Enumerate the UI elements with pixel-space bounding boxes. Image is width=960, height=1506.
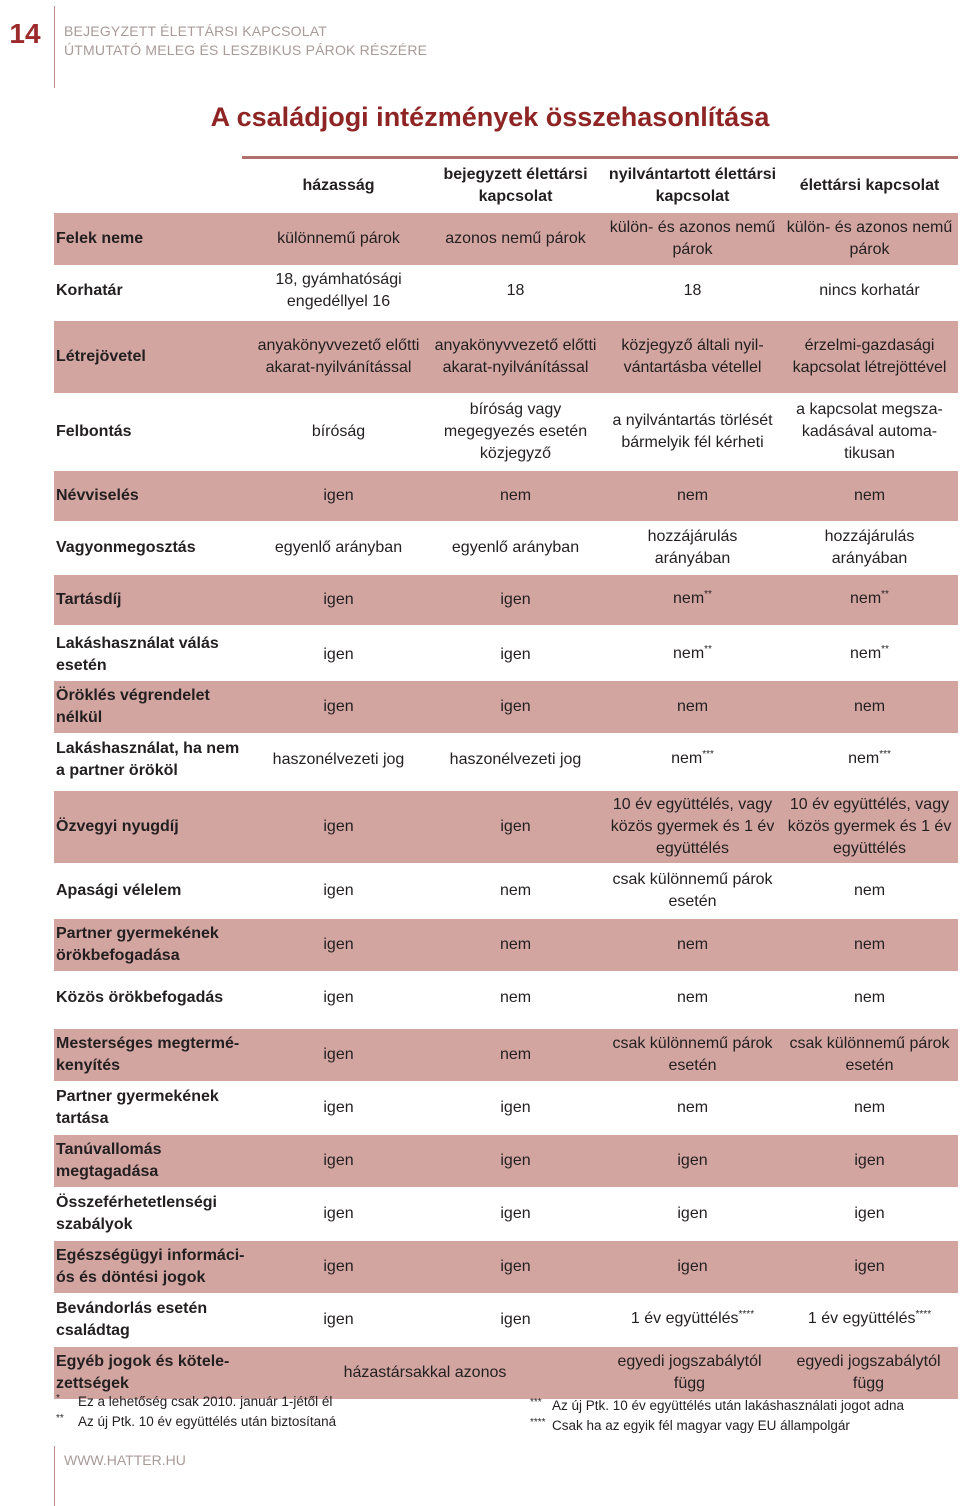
table-cell: igen [323,1099,354,1116]
table-cell [781,748,958,772]
table-cell: 18, gyámhatósági engedéllyel 16 [275,271,402,310]
table-cell: igen [677,1152,708,1169]
table-cell: egyedi jogszabálytól függ [796,1353,941,1392]
table-cell: igen [323,591,354,608]
table-cell: igen [500,646,531,663]
footnote-marker: ** [704,644,712,655]
table-cell: anyakönyvvezető előtti akarat-nyilvánítással [434,337,597,376]
cell-text: 1 év együttélés [807,1310,916,1327]
footnote-marker: ** [704,589,712,600]
row-label: Özvegyi nyugdíj [56,818,179,835]
row-label: Partner gyermekének örökbefogadása [56,925,219,964]
table-cell: igen [323,1205,354,1222]
table-cell: a nyilvántartás törlését bármelyik fél kérheti [612,412,773,451]
table-cell: igen [500,1152,531,1169]
footnote-text: Csak ha az egyik fél magyar vagy EU állampolgár [552,1418,850,1433]
footnote-marker: ** [881,644,889,655]
footnote [530,1416,904,1436]
row-label: Tanúvallomás megtagadása [56,1141,162,1180]
table-row [54,1293,958,1347]
table-cell: nem [499,1046,532,1063]
row-label: Felbontás [56,423,132,440]
footnote-marker: *** [879,749,891,760]
table-row [54,321,958,393]
row-label: Mesterséges megtermé-kenyítés [56,1035,240,1074]
table-cell: 10 év együttélés, vagy közös gyermek és 1 év együttélés [610,796,775,857]
comparison-table [54,156,958,1399]
table-cell: csak különnemű párok esetén [789,1035,950,1074]
table-row [54,733,958,787]
row-label: Felek neme [56,230,144,247]
table-row [54,1187,958,1241]
row-label: Névviselés [56,487,139,504]
table-cell: igen [323,882,354,899]
table-cell: anyakönyvvezető előtti akarat-nyilvánítással [257,337,420,376]
table-cell: nem [853,989,886,1006]
header-line-1: BEJEGYZETT ÉLETTÁRSI KAPCSOLAT [64,23,327,39]
table-cell: házastársakkal azonos [343,1364,507,1381]
row-label: Egészségügyi informáci-ós és döntési jogok [56,1247,245,1286]
table-cell: nem [853,1099,886,1116]
table-cell [781,588,958,612]
footnote-mark: ** [56,1413,64,1424]
cell-text: nem [848,750,880,767]
row-label: Bevándorlás esetén családtag [56,1300,208,1339]
table-cell [781,643,958,667]
table-cell: igen [323,1046,354,1063]
row-label: Tartásdíj [56,591,122,608]
footnote [56,1412,336,1432]
table-cell: külön- és azonos nemű párok [786,219,953,258]
table-cell: bíróság [311,423,366,440]
footer-url: WWW.HATTER.HU [64,1452,186,1468]
footnote-text: Az új Ptk. 10 év együttélés után biztosítaná [78,1414,337,1429]
table-cell: nem [499,487,532,504]
table-cell: igen [323,487,354,504]
table-cell: igen [323,936,354,953]
table-cell: nem [853,882,886,899]
table-row [54,1029,958,1081]
row-label: Öröklés végrendelet nélkül [56,687,210,726]
table-cell: igen [677,1205,708,1222]
row-label: Létrejövetel [56,348,146,365]
table-row [54,1081,958,1135]
table-cell [604,588,781,612]
table-cell: igen [500,1205,531,1222]
table-cell: igen [323,818,354,835]
table-cell: igen [500,1099,531,1116]
table-row [54,265,958,317]
table-cell: igen [323,989,354,1006]
header-line-2: ÚTMUTATÓ MELEG ÉS LESZBIKUS PÁROK RÉSZÉRE [64,42,428,58]
table-cell [604,748,781,772]
footnote-mark: **** [530,1417,546,1428]
cell-text: nem [671,750,703,767]
table-row [54,393,958,471]
footnote-mark: * [56,1393,60,1404]
footnote-mark: *** [530,1397,542,1408]
table-row [54,863,958,919]
table-row [54,919,958,971]
footnote-text: Ez a lehetőség csak 2010. január 1-jétől él [78,1394,333,1409]
footer-divider [54,1446,55,1506]
table-cell: azonos nemű párok [445,230,586,247]
table-cell: a kapcsolat megsza-kadásával automa-tikusan [796,401,943,462]
row-label: Lakáshasználat, ha nem a partner örököl [56,740,240,779]
row-label: Lakáshasználat válás esetén [56,635,219,674]
table-cell: nem [676,698,709,715]
table-cell: haszonélvezeti jog [272,751,405,768]
table-cell: nem [499,989,532,1006]
table-cell: külön- és azonos nemű párok [609,219,776,258]
cell-text: 1 év együttélés [630,1310,739,1327]
column-header: élettársi kapcsolat [799,177,940,194]
table-cell: igen [854,1258,885,1275]
table-cell [781,1308,958,1332]
footnote-marker: ** [881,589,889,600]
table-cell: igen [854,1205,885,1222]
row-label: Apasági vélelem [56,882,182,899]
table-cell: nem [499,936,532,953]
column-header: bejegyzett élettársi kapcsolat [443,166,588,205]
table-row [54,213,958,265]
table-cell: haszonélvezeti jog [449,751,582,768]
table-cell: egyenlő arányban [274,539,403,556]
table-cell: 18 [683,282,702,299]
footnotes-right [530,1396,904,1436]
footnote-marker: **** [738,1309,755,1320]
row-label: Vagyonmegosztás [56,539,196,556]
table-row [54,681,958,733]
table-cell: igen [500,818,531,835]
table-cell: igen [323,646,354,663]
table-cell: igen [323,698,354,715]
table-cell: 10 év együttélés, vagy közös gyermek és 1 év együttélés [787,796,952,857]
table-row [54,629,958,681]
table-cell: egyenlő arányban [451,539,580,556]
table-cell: igen [323,1311,354,1328]
table-cell: nem [853,698,886,715]
table-row [54,575,958,625]
column-header: nyilvántartott élettársi kapcsolat [608,166,777,205]
page-title: A családjogi intézmények összehasonlítása [210,102,770,132]
table-row [54,471,958,521]
cell-text: nem [673,645,705,662]
table-cell: hozzájárulás arányában [824,528,915,567]
footnote [56,1392,336,1412]
table-cell: bíróság vagy megegyezés esetén közjegyző [443,401,588,462]
column-header: házasság [302,177,375,194]
table-cell: nem [853,936,886,953]
table-cell: különnemű párok [277,230,400,247]
footnote-text: Az új Ptk. 10 év együttélés után lakáshasználati jogot adna [552,1398,904,1413]
cell-text: nem [850,590,882,607]
table-row [54,1135,958,1187]
cell-text: nem [673,590,705,607]
table-cell: igen [500,1311,531,1328]
table-cell: közjegyző általi nyil-vántartásba vétellel [621,337,764,376]
table-cell [604,1308,781,1332]
table-cell: nem [676,487,709,504]
table-row [54,971,958,1025]
table-header-row [54,159,958,213]
row-label: Egyéb jogok és kötele-zettségek [56,1353,230,1392]
table-cell: nem [676,936,709,953]
table-cell: csak különnemű párok esetén [612,871,773,910]
running-header [64,22,427,60]
table-cell: igen [323,1152,354,1169]
table-cell: érzelmi-gazdasági kapcsolat létrejöttével [792,337,947,376]
footnote-marker: *** [702,749,714,760]
table-cell: nincs korhatár [819,282,920,299]
header-divider [54,6,55,88]
row-label: Korhatár [56,282,123,299]
table-row [54,791,958,863]
cell-text: nem [850,645,882,662]
table-cell: igen [323,1258,354,1275]
footnote [530,1396,904,1416]
table-cell: 18 [506,282,525,299]
row-label: Összeférhetetlenségi szabályok [56,1194,217,1233]
footnote-marker: **** [915,1309,932,1320]
table-cell [604,643,781,667]
table-cell: igen [500,1258,531,1275]
table-cell: csak különnemű párok esetén [612,1035,773,1074]
table-cell: igen [500,591,531,608]
table-cell: nem [499,882,532,899]
table-cell: hozzájárulás arányában [647,528,738,567]
page-number: 14 [9,18,41,49]
table-cell: nem [676,1099,709,1116]
footnotes-left [56,1392,336,1432]
row-label: Közös örökbefogadás [56,989,224,1006]
table-cell: igen [677,1258,708,1275]
row-label: Partner gyermekének tartása [56,1088,219,1127]
table-cell: nem [853,487,886,504]
table-cell: egyedi jogszabálytól függ [617,1353,762,1392]
table-row [54,521,958,575]
table-cell: igen [854,1152,885,1169]
table-cell: nem [676,989,709,1006]
table-cell: igen [500,698,531,715]
table-row [54,1241,958,1293]
